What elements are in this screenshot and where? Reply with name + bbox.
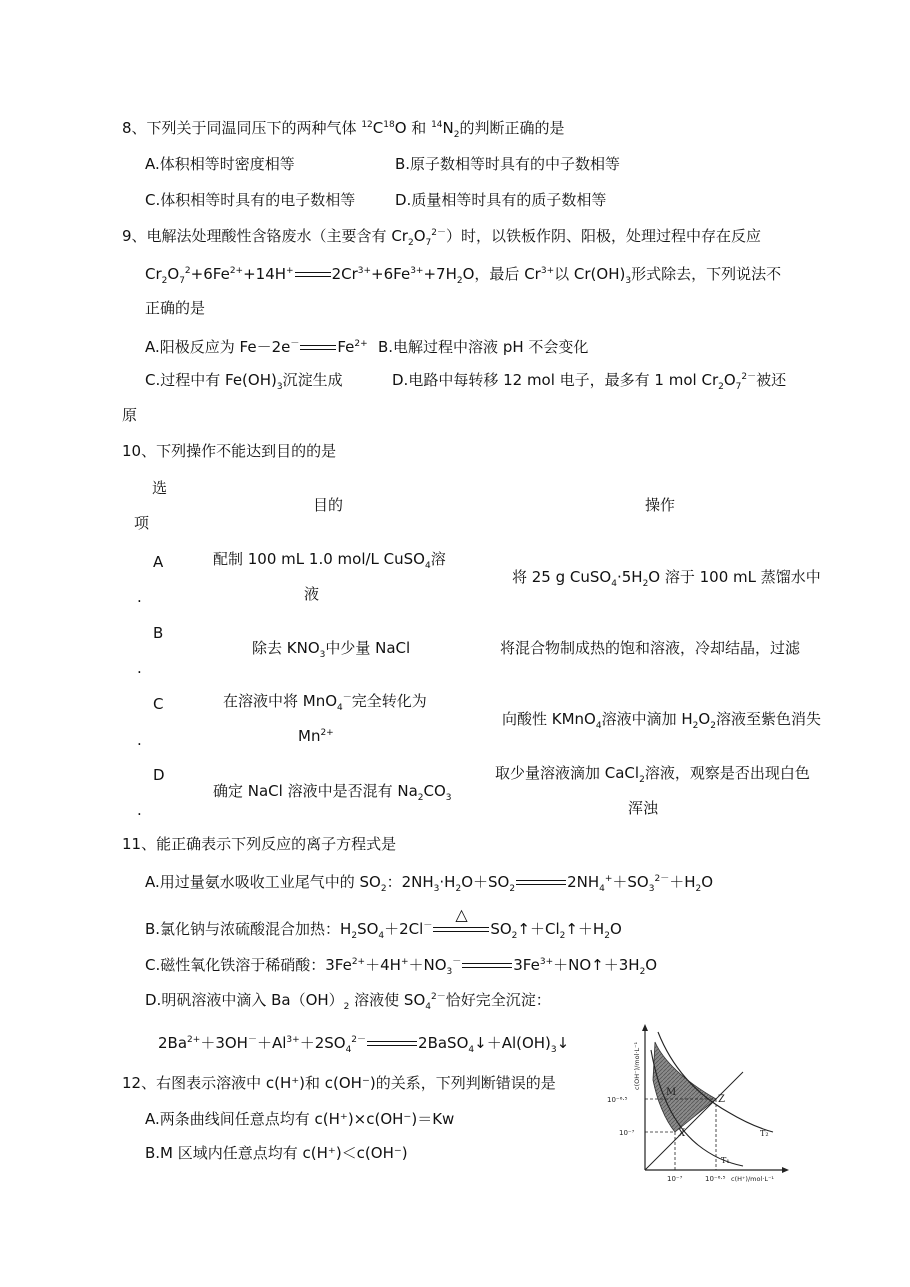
q8-stem: 8、下列关于同温同压下的两种气体 $^{12}C^{18}O$ 和 $^{14}N_2$的判断正确的是 [122,119,565,140]
label-x: X [678,1128,686,1139]
table-row-d-operation-cont: 浑浊 [628,799,659,817]
table-row-a-option: A [153,553,164,571]
q9-stem: 9、电解法处理酸性含铬废水（主要含有 $Cr_2O_7^{2-}$）时，以铁板作阴、阳极，处理过程中存在反应 [122,227,761,248]
q11-option-c: C.磁性氧化铁溶于稀硝酸：$3Fe^{2+}+4H^++NO_3^-$ $3Fe^{3+}+NO↑+3H_2O$ [145,956,658,977]
q11-option-a: A.用过量氨水吸收工业尾气中的 $SO_2$：$2NH_3\cdot H_2O+SO_2$ $2NH_4^++SO_3^{2-}+H_2O$ [145,873,714,894]
label-t1: T₁ [721,1156,730,1165]
table-row-c-option: C [153,695,164,713]
label-m: M [666,1087,677,1098]
table-row-c-goal: 在溶液中将 MnO$_4$－完全转化为 [223,692,427,713]
equals-arrow-icon [462,961,512,971]
table-header-operation: 操作 [644,496,675,514]
table-row-a-goal-cont: 液 [304,585,320,603]
table-row-c-operation: 向酸性 KMnO$_4$溶液中滴加 $H_2O_2$溶液至紫色消失 [502,710,821,731]
q12-option-b: B.M 区域内任意点均有 c(H⁺)＜c(OH⁻) [145,1144,408,1162]
q9-option-b: B.电解过程中溶液 pH 不会变化 [378,338,589,356]
y-tick-lo: 10⁻⁷ [619,1129,635,1137]
table-row-a-dot: . [137,588,142,606]
q9-option-a: A.阳极反应为 Fe－2e－ $Fe^{2+}$ [145,338,368,356]
table-row-b-dot: . [137,659,142,677]
table-row-b-operation: 将混合物制成热的饱和溶液，冷却结晶，过滤 [500,639,801,657]
table-header-goal: 目的 [312,496,343,514]
table-row-d-goal: 确定 NaCl 溶液中是否混有 $Na_2CO_3$ [213,782,452,803]
table-row-c-goal-cont: $Mn^{2+}$ [298,727,334,745]
q9-equation: $Cr_2O_7^2+6Fe^{2+}+14H^+$ $2Cr^{3+}+6Fe^{3+}+7H_2O$，最后 $Cr^{3+}$以 $Cr(OH)_3$形式除去，下列说法不 [145,265,782,286]
y-axis-label: c(OH⁻)/mol·L⁻¹ [633,1041,641,1090]
x-tick-lo: 10⁻⁷ [667,1175,683,1183]
q9-stem-cont: 正确的是 [145,299,206,317]
table-header-option-2: 项 [134,514,150,532]
x-axis-arrow-icon [782,1167,789,1173]
q11-stem: 11、能正确表示下列反应的离子方程式是 [122,835,397,853]
table-row-b-option: B [153,624,164,642]
kw-curve-graph [603,1020,793,1185]
q8-option-b: B.原子数相等时具有的中子数相等 [395,155,621,173]
q12-option-a: A.两条曲线间任意点均有 c(H⁺)×c(OH⁻)＝Kw [145,1110,455,1128]
table-row-d-operation: 取少量溶液滴加 CaCl$_2$溶液，观察是否出现白色 [495,764,810,785]
y-tick-hi: 10⁻⁶·⁵ [607,1096,628,1104]
table-row-d-option: D [153,766,165,784]
heat-arrow-icon: △ [433,925,489,935]
region-m [653,1042,716,1132]
table-row-c-dot: . [137,731,142,749]
equals-arrow-icon [300,343,336,353]
q12-stem: 12、右图表示溶液中 c(H⁺)和 c(OH⁻)的关系，下列判断错误的是 [122,1074,556,1092]
y-axis-arrow-icon [642,1024,648,1031]
x-axis-label: c(H⁺)/mol·L⁻¹ [731,1175,774,1183]
table-header-option-1: 选 [152,479,168,497]
q10-stem: 10、下列操作不能达到目的的是 [122,442,337,460]
equals-arrow-icon [516,878,566,888]
label-z: Z [718,1094,725,1105]
q8-option-d: D.质量相等时具有的质子数相等 [395,191,607,209]
q9-option-d: D.电路中每转移 12 mol 电子，最多有 1 mol $Cr_2O_7^{2-}$被还 [392,371,787,392]
q8-option-a: A.体积相等时密度相等 [145,155,295,173]
equals-arrow-icon [367,1039,417,1049]
label-t2: T₂ [760,1129,769,1138]
q9-option-d-wrap: 原 [122,406,138,424]
table-row-a-goal: 配制 100 mL 1.0 mol/L CuSO$_4$溶 [213,550,446,571]
table-row-a-operation: 将 25 g $CuSO_4\cdot 5H_2O$ 溶于 100 mL 蒸馏水中 [512,568,821,589]
q11-option-d: D.明矾溶液中滴入 $Ba(OH)_2$ 溶液使 $SO_4^{2-}$恰好完全沉淀： [145,991,551,1012]
table-row-b-goal: 除去 $KNO_3$中少量 NaCl [252,639,411,660]
q9-option-c: C.过程中有 $Fe(OH)_3$沉淀生成 [145,371,343,392]
q8-option-c: C.体积相等时具有的电子数相等 [145,191,356,209]
equals-arrow-icon [295,270,331,280]
q11-option-d-equation: $2Ba^{2+}+3OH^-+Al^{3+}+2SO_4^{2-}$ $2BaSO_4↓+Al(OH)_3↓$ [158,1034,570,1055]
x-tick-hi: 10⁻⁶·⁵ [705,1175,726,1183]
q11-option-b: B.氯化钠与浓硫酸混合加热：$H_2SO_4+2Cl^-$ △ $SO_2↑+Cl_2↑+H_2O$ [145,904,622,941]
table-row-d-dot: . [137,801,142,819]
